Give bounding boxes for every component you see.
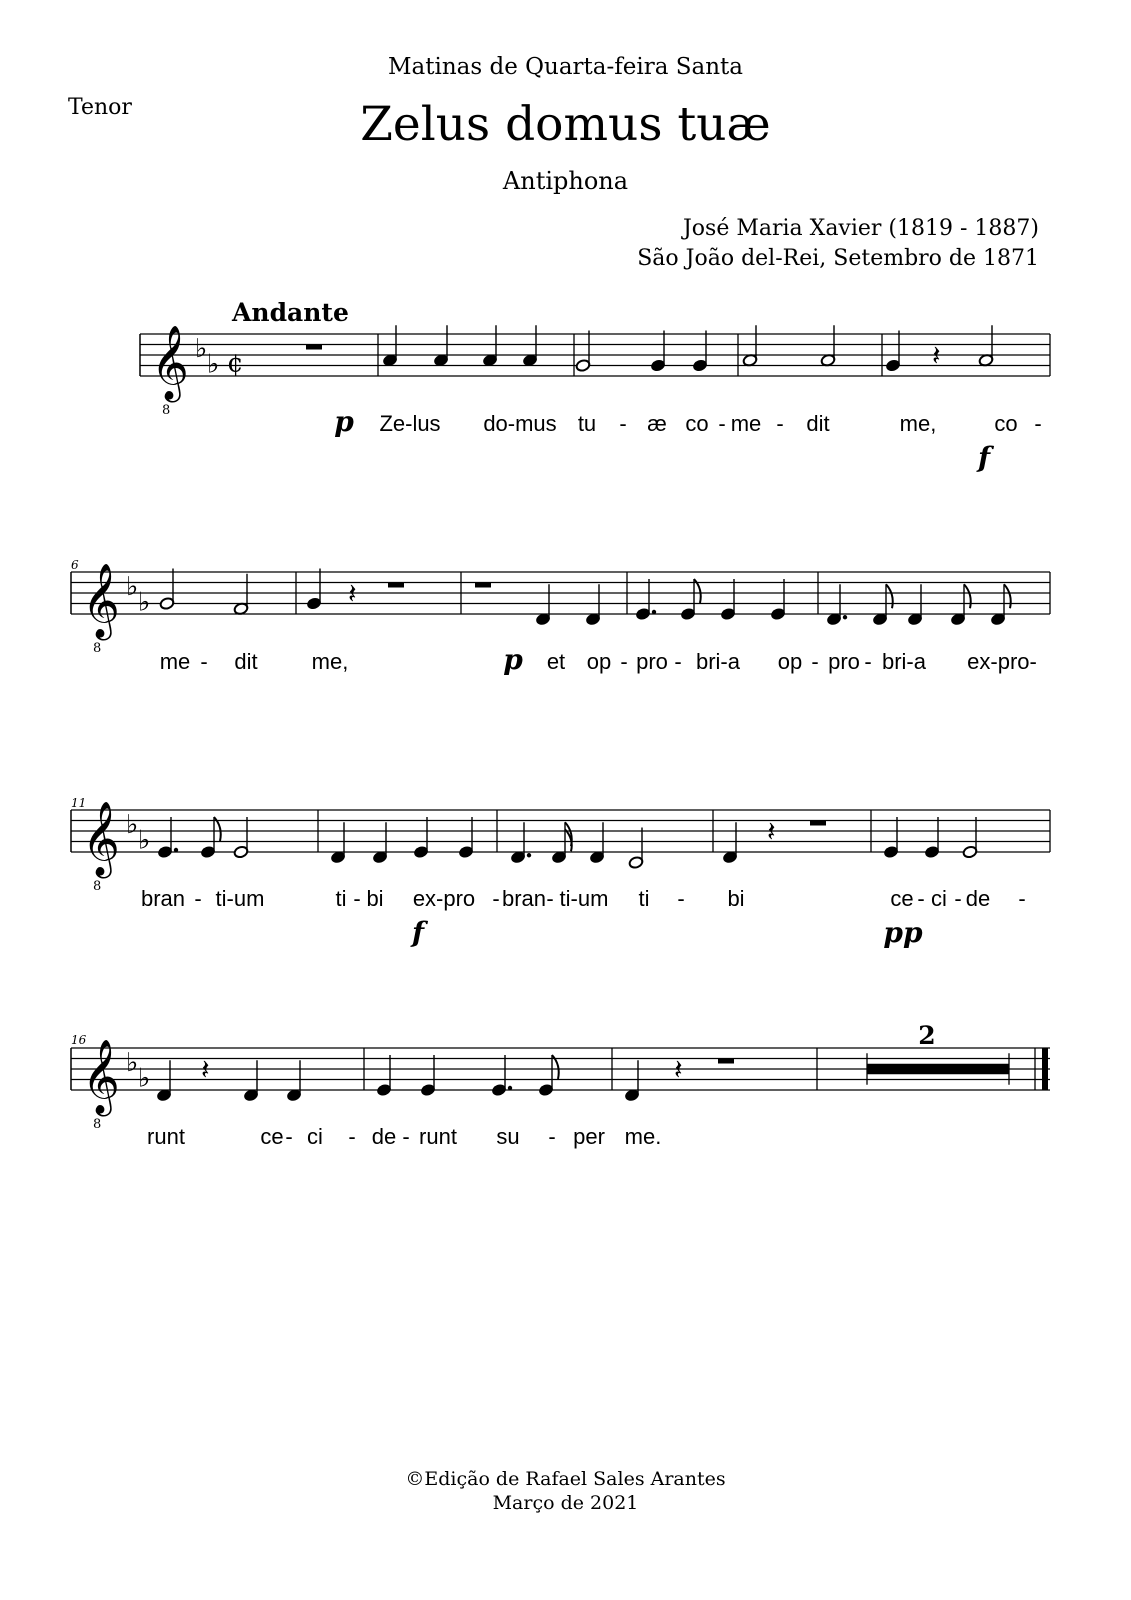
lyric-hyphen: -	[546, 886, 554, 911]
lyric-hyphen: -	[620, 649, 628, 674]
lyric-syllable: me	[730, 411, 762, 436]
lyric-syllable: ti	[638, 886, 650, 911]
lyric-hyphen: -	[200, 649, 208, 674]
whole-rest	[475, 583, 491, 588]
flat-accidental: ♭	[126, 571, 139, 602]
lyric-hyphen: -	[917, 886, 925, 911]
flat-accidental: ♭	[138, 825, 151, 856]
lyric-syllable: bran	[140, 886, 186, 911]
quarter-rest: 𝄽	[674, 1053, 683, 1086]
lyric-syllable: bi	[727, 886, 745, 911]
lyric-syllable: op	[586, 649, 612, 674]
dynamic-marking: f	[411, 916, 425, 949]
note-flag	[964, 584, 971, 608]
lyric-hyphen: -	[619, 411, 627, 436]
cut-time-signature: ¢	[227, 348, 244, 379]
lyric-hyphen: -	[811, 649, 819, 674]
lyric-syllable: co	[685, 411, 709, 436]
lyric-syllable: me,	[311, 649, 349, 674]
measure-number: 11	[71, 796, 87, 810]
lyric-syllable: me,	[899, 411, 937, 436]
lyric-hyphen: -	[1018, 886, 1026, 911]
lyric-hyphen: -	[954, 886, 962, 911]
lyric-syllable: Ze-lus	[379, 411, 441, 436]
lyric-syllable: ce	[890, 886, 914, 911]
lyric-syllable: per	[573, 1124, 605, 1149]
dot	[652, 610, 656, 614]
lyric-hyphen: -	[492, 886, 500, 911]
notation-layer	[71, 325, 1050, 1132]
treble-clef: 𝄞	[82, 564, 120, 638]
lyric-hyphen: -	[402, 1124, 410, 1149]
lyric-syllable: bri-a	[881, 649, 927, 674]
lyric-syllable: bi	[366, 886, 384, 911]
lyric-syllable: ex-pro	[412, 886, 476, 911]
final-barline-thick	[1042, 1048, 1048, 1090]
lyric-syllable: æ	[647, 411, 667, 436]
lyric-hyphen: -	[864, 649, 872, 674]
composer-credit: José Maria Xavier (1819 - 1887)	[682, 216, 1039, 241]
work-subtitle: Matinas de Quarta-feira Santa	[388, 54, 743, 80]
measure-number: 6	[71, 558, 79, 572]
lyric-syllable: pro	[828, 649, 860, 674]
lyric-syllable: de	[965, 886, 991, 911]
whole-rest	[810, 821, 826, 826]
footer-copyright: ©Edição de Rafael Sales Arantes	[405, 1468, 726, 1490]
treble-clef: 𝄞	[151, 326, 189, 400]
lyric-syllable: co	[994, 411, 1018, 436]
footer-date: Março de 2021	[492, 1492, 639, 1514]
octave-marker: 8	[93, 641, 102, 656]
whole-rest	[718, 1059, 734, 1064]
lyric-syllable: dit	[234, 649, 258, 674]
note-flag	[1004, 584, 1011, 608]
part-name: Tenor	[68, 95, 132, 120]
whole-rest	[388, 583, 404, 588]
quarter-rest: 𝄽	[767, 815, 776, 848]
multirest-count: 2	[918, 1021, 936, 1050]
lyric-syllable: bri-a	[695, 649, 741, 674]
lyric-hyphen: -	[776, 411, 784, 436]
lyric-hyphen: -	[548, 1124, 556, 1149]
lyric-syllable: ti-um	[215, 886, 265, 911]
lyric-hyphen: -	[674, 649, 682, 674]
lyric-hyphen: -	[353, 886, 361, 911]
lyric-syllable: ci	[931, 886, 947, 911]
lyric-syllable: ce	[260, 1124, 284, 1149]
lyric-syllable: runt	[147, 1124, 185, 1149]
lyric-syllable: tu	[577, 411, 597, 436]
lyric-syllable: ti	[335, 886, 347, 911]
flat-accidental: ♭	[138, 1063, 151, 1094]
tempo-marking: Andante	[232, 298, 349, 327]
lyric-hyphen: -	[194, 886, 202, 911]
lyric-syllable: me	[159, 649, 191, 674]
lyric-syllable: de	[371, 1124, 397, 1149]
lyric-syllable: ci	[307, 1124, 323, 1149]
dynamic-marking: pp	[883, 916, 923, 949]
lyric-hyphen: -	[1034, 411, 1042, 436]
lyric-hyphen: -	[677, 886, 685, 911]
treble-clef: 𝄞	[82, 802, 120, 876]
dynamic-marking: p	[503, 643, 523, 676]
flat-accidental: ♭	[195, 333, 208, 364]
score-text-layer	[71, 405, 1042, 1149]
dot	[174, 848, 178, 852]
octave-marker: 8	[162, 403, 171, 418]
lyric-syllable: me.	[624, 1124, 662, 1149]
flat-accidental: ♭	[207, 349, 220, 380]
treble-clef: 𝄞	[82, 1040, 120, 1114]
quarter-rest: 𝄽	[201, 1053, 210, 1086]
quarter-rest: 𝄽	[348, 577, 357, 610]
dot	[508, 1086, 512, 1090]
page-title: Zelus domus tuæ	[360, 97, 771, 152]
whole-rest	[306, 345, 322, 350]
octave-marker: 8	[93, 1117, 102, 1132]
lyric-syllable: pro	[636, 649, 668, 674]
note-flag	[886, 584, 893, 608]
lyric-hyphen: -	[718, 411, 726, 436]
octave-marker: 8	[93, 879, 102, 894]
place-date: São João del-Rei, Setembro de 1871	[637, 246, 1039, 271]
lyric-hyphen: -	[285, 1124, 293, 1149]
dynamic-marking: p	[334, 405, 354, 438]
multimeasure-rest	[867, 1064, 1009, 1075]
lyric-syllable: do-mus	[483, 411, 557, 436]
dot	[843, 615, 847, 619]
lyric-syllable: su	[496, 1124, 520, 1149]
dynamic-marking: f	[977, 441, 991, 474]
lyric-syllable: ti-um	[559, 886, 609, 911]
flat-accidental: ♭	[126, 1047, 139, 1078]
dot	[527, 853, 531, 857]
lyric-syllable: ex-pro-	[967, 649, 1037, 674]
lyric-syllable: op	[777, 649, 803, 674]
genre-label: Antiphona	[502, 167, 629, 195]
quarter-rest: 𝄽	[932, 339, 941, 372]
measure-number: 16	[71, 1033, 87, 1047]
lyric-syllable: et	[546, 649, 566, 674]
flat-accidental: ♭	[138, 587, 151, 618]
lyric-syllable: bran	[501, 886, 547, 911]
lyric-syllable: dit	[806, 411, 830, 436]
lyric-hyphen: -	[348, 1124, 356, 1149]
flat-accidental: ♭	[126, 809, 139, 840]
lyric-syllable: runt	[419, 1124, 457, 1149]
